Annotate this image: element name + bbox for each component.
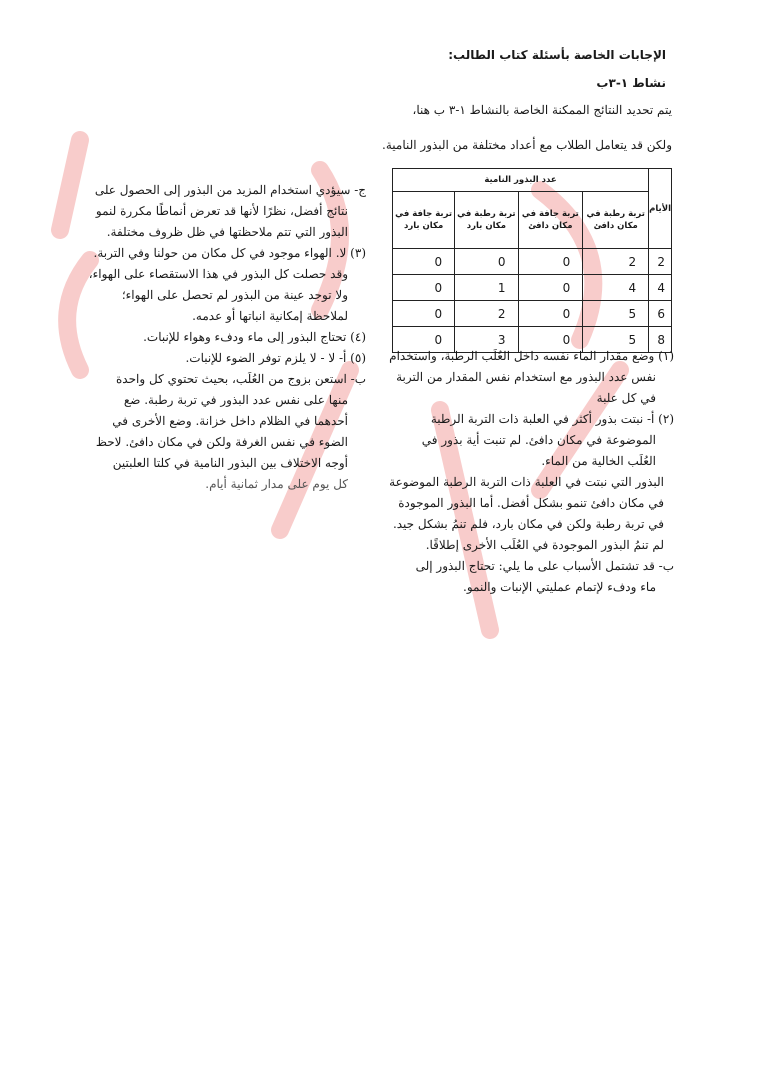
answer-3-line-4: لملاحظة إمكانية انباتها أو عدمه.: [192, 309, 348, 323]
intro-line-1: يتم تحديد النتائج الممكنة الخاصة بالنشاط ١-٣ ب هنا،: [412, 103, 672, 117]
table-cell: 1: [455, 275, 518, 301]
answer-2a-line-7: لم تنمُ البذور الموجودة في العُلَب الأخرى إطلاقًا.: [425, 538, 664, 552]
activity-label: نشاط ١-٣ب: [596, 76, 666, 90]
table-cell-day: 4: [649, 275, 672, 301]
table-cell: 2: [583, 249, 649, 275]
answer-2a-line-6: في تربة رطبة ولكن في مكان بارد، فلم تنمُ بشكل جيد.: [392, 517, 664, 531]
table-row: [393, 301, 672, 327]
table-cell: 4: [583, 275, 649, 301]
intro-line-2: ولكن قد يتعامل الطلاب مع أعداد مختلفة من البذور النامية.: [382, 138, 672, 152]
table-cell: 0: [518, 275, 583, 301]
table-header-col: تربة رطبة في مكان بارد: [455, 192, 518, 249]
table-header-col: تربة جافة في مكان دافئ: [518, 192, 583, 249]
answer-5b-line-2: منها على نفس عدد البذور في تربة رطبة. ضع: [123, 393, 348, 407]
table-cell: 0: [393, 249, 455, 275]
seed-growth-table: [392, 168, 672, 353]
answer-2c: ج- سيؤدي استخدام المزيد من البذور إلى الحصول على: [94, 183, 366, 197]
answer-2a-line-4: البذور التي نبتت في العلبة ذات التربة الرطبة الموضوعة: [389, 475, 664, 489]
answer-2a-line-3: العُلَب الخالية من الماء.: [541, 454, 656, 468]
answer-3-line-2: وقد حصلت كل البذور في هذا الاستقصاء على الهواء،: [88, 267, 348, 281]
answer-2a: (٢) أ- نبتت بذور أكثر في العلبة ذات التربة الرطبة: [430, 412, 674, 426]
table-header-col: تربة رطبة في مكان دافئ: [583, 192, 649, 249]
answer-2c-line-3: البذور التي تتم ملاحظتها في ظل ظروف مختلفة.: [106, 225, 348, 239]
table-cell: 0: [393, 327, 455, 353]
table-row: [393, 275, 672, 301]
table-cell: 0: [393, 301, 455, 327]
answer-3: (٣) لا. الهواء موجود في كل مكان من حولنا وفي التربة.: [93, 246, 366, 260]
answer-5b: ب- استعن بزوج من العُلَب، بحيث تحتوي كل واحدة: [116, 372, 366, 386]
table-cell: 0: [393, 275, 455, 301]
answer-2a-line-5: في مكان دافئ تنمو بشكل أفضل. أما البذور الموجودة: [398, 496, 664, 510]
answer-5a: (٥) أ- لا - لا يلزم توفر الضوء للإنبات.: [185, 351, 366, 365]
answer-1: (١) وضع مقدار الماء نفسه داخل العُلَب الرطبة، واستخدام: [389, 349, 674, 363]
table-cell: 5: [583, 301, 649, 327]
answers-column-right: [384, 346, 674, 598]
table-cell-day: 6: [649, 301, 672, 327]
table-cell: 2: [455, 301, 518, 327]
answer-2c-line-2: نتائج أفضل، نظرًا لأنها قد تعرض أنماطًا مكررة لنمو: [95, 204, 348, 218]
table-cell: 0: [455, 249, 518, 275]
answer-2b: ب- قد تشتمل الأسباب على ما يلي: تحتاج البذور إلى: [415, 559, 674, 573]
answer-1-line-2: نفس عدد البذور مع استخدام نفس المقدار من التربة: [396, 370, 656, 384]
table-header-group: عدد البذور النامية: [393, 169, 649, 192]
table-header-col: تربة جافة في مكان بارد: [393, 192, 455, 249]
answer-5b-line-5: أوجه الاختلاف بين البذور النامية في كلتا العلبتين: [112, 456, 348, 470]
answers-title: الإجابات الخاصة بأسئلة كتاب الطالب:: [448, 48, 666, 62]
answers-column-left: [56, 180, 366, 495]
table-cell: 0: [518, 327, 583, 353]
table-cell: 3: [455, 327, 518, 353]
answer-1-line-3: في كل علبة: [596, 391, 656, 405]
table-cell-day: 2: [649, 249, 672, 275]
answer-2a-line-2: الموضوعة في مكان دافئ. لم تنبت أية بذور في: [421, 433, 656, 447]
answer-5b-line-4: الضوء في نفس الغرفة ولكن في مكان دافئ. لاحظ: [95, 435, 348, 449]
table-cell: 5: [583, 327, 649, 353]
table-header-days: الأيام: [649, 169, 672, 249]
table-cell-day: 8: [649, 327, 672, 353]
table-cell: 0: [518, 249, 583, 275]
answer-3-line-3: ولا توجد عينة من البذور لم تحصل على الهواء؛: [121, 288, 348, 302]
answer-4: (٤) تحتاج البذور إلى ماء ودفء وهواء للإنبات.: [143, 330, 366, 344]
answer-5b-line-3: أحدهما في الظلام داخل خزانة. وضع الأخرى في: [112, 414, 348, 428]
answer-2b-line-2: ماء ودفء لإتمام عمليتي الإنبات والنمو.: [463, 580, 656, 594]
table-cell: 0: [518, 301, 583, 327]
table-row: [393, 249, 672, 275]
answer-5b-line-6: كل يوم على مدار ثمانية أيام.: [205, 477, 348, 491]
